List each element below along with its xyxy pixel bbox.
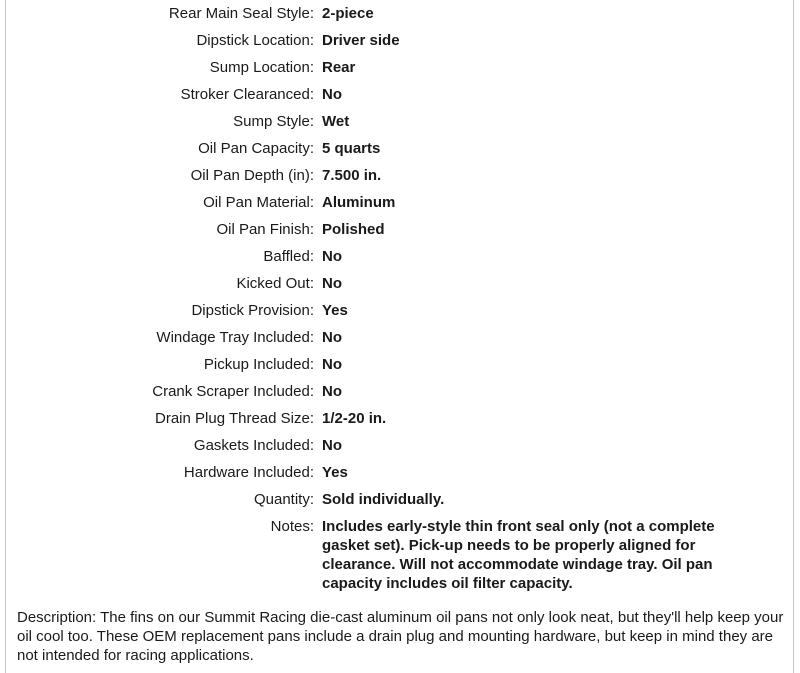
spec-value: No xyxy=(322,275,342,292)
spec-value: Aluminum xyxy=(322,194,396,211)
spec-label: Stroker Clearanced: xyxy=(180,86,314,103)
spec-label: Sump Style: xyxy=(233,113,314,130)
spec-row-oil-pan-finish xyxy=(0,220,800,247)
spec-label: Gaskets Included: xyxy=(193,437,314,454)
spec-label: Drain Plug Thread Size: xyxy=(155,410,314,427)
spec-label: Oil Pan Depth (in): xyxy=(190,167,314,184)
spec-label: Pickup Included: xyxy=(203,356,314,373)
spec-row-dipstick-location xyxy=(0,31,800,58)
spec-value: Yes xyxy=(322,464,348,481)
spec-label: Oil Pan Material: xyxy=(203,194,314,211)
spec-label: Rear Main Seal Style: xyxy=(168,5,314,22)
spec-value: Includes early-style thin front seal only (not a complete gasket set). Pick-up needs to be properly aligned for clearance. Will not accommodate windage tray. Oil pan capacity includes oil filter capacity. xyxy=(322,518,715,592)
spec-value: No xyxy=(322,248,342,265)
spec-label: Dipstick Location: xyxy=(196,32,314,49)
spec-value: Rear xyxy=(322,59,356,76)
spec-value: Driver side xyxy=(322,32,400,49)
spec-row-pickup-included xyxy=(0,355,800,382)
spec-label: Baffled: xyxy=(263,248,314,265)
spec-value: 7.500 in. xyxy=(322,167,382,184)
spec-row-oil-pan-depth xyxy=(0,166,800,193)
spec-row-kicked-out xyxy=(0,274,800,301)
spec-row-hardware-included xyxy=(0,463,800,490)
spec-label: Crank Scraper Included: xyxy=(152,383,314,400)
spec-row-oil-pan-capacity xyxy=(0,139,800,166)
spec-row-dipstick-provision xyxy=(0,301,800,328)
spec-label: Oil Pan Capacity: xyxy=(198,140,314,157)
spec-label: Oil Pan Finish: xyxy=(216,221,314,238)
spec-value: No xyxy=(322,437,342,454)
spec-label: Dipstick Provision: xyxy=(191,302,314,319)
spec-row-sump-location xyxy=(0,58,800,85)
spec-label: Windage Tray Included: xyxy=(156,329,314,346)
spec-label: Hardware Included: xyxy=(183,464,314,481)
spec-value: 5 quarts xyxy=(322,140,381,157)
spec-row-sump-style xyxy=(0,112,800,139)
spec-row-crank-scraper-included xyxy=(0,382,800,409)
spec-label: Kicked Out: xyxy=(236,275,314,292)
spec-row-rear-main-seal-style xyxy=(0,4,800,31)
spec-value: Polished xyxy=(322,221,385,238)
spec-label: Notes: xyxy=(270,518,314,535)
spec-value: Sold individually. xyxy=(322,491,445,508)
spec-row-oil-pan-material xyxy=(0,193,800,220)
spec-value: 1/2-20 in. xyxy=(322,410,387,427)
spec-value: 2-piece xyxy=(322,5,374,22)
spec-label: Quantity: xyxy=(253,491,314,508)
spec-row-stroker-clearanced xyxy=(0,85,800,112)
spec-row-windage-tray-included xyxy=(0,328,800,355)
spec-row-notes xyxy=(0,517,800,593)
spec-label: Sump Location: xyxy=(209,59,314,76)
spec-value: Wet xyxy=(322,113,350,130)
spec-row-baffled xyxy=(0,247,800,274)
spec-row-quantity xyxy=(0,490,800,517)
spec-value: Yes xyxy=(322,302,348,319)
spec-row-gaskets-included xyxy=(0,436,800,463)
spec-value: No xyxy=(322,356,342,373)
spec-row-drain-plug-thread-size xyxy=(0,409,800,436)
spec-value: No xyxy=(322,383,342,400)
spec-value: No xyxy=(322,86,342,103)
spec-value: No xyxy=(322,329,342,346)
product-description: Description: The fins on our Summit Racing die-cast aluminum oil pans not only look neat, but they'll help keep your oil cool too. These OEM replacement pans include a drain plug and mounting hardware, but keep in mind they are not intended for racing applications. xyxy=(17,609,784,664)
spec-table xyxy=(0,4,800,593)
